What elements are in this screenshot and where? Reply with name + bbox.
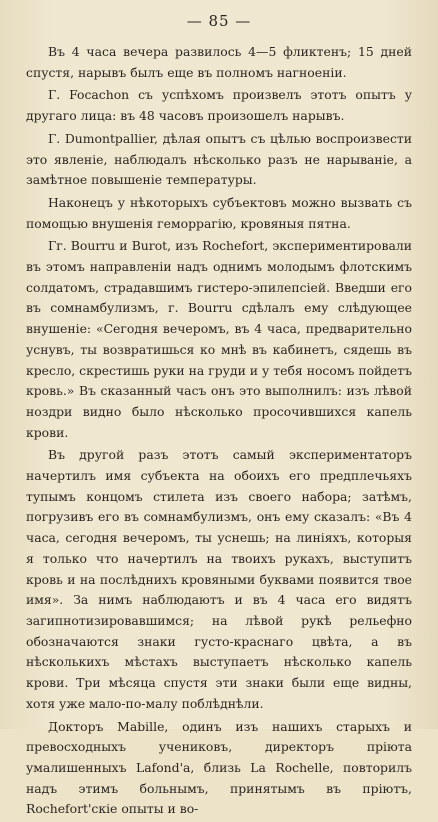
paragraph-7: Докторъ Mabille, одинъ изъ нашихъ старыхъ и превосходныхъ учениковъ, директоръ пріюта умалишенныхъ Lafond'а, близь La Rochelle, повторилъ надъ этимъ больнымъ, принятымъ въ пріютъ, Rochefort'скіе опыты и во- bbox=[26, 718, 412, 817]
paragraph-5: Гг. Bourru и Burot, изъ Rochefort, экспериментировали въ этомъ направленіи надъ однимъ молодымъ флотскимъ солдатомъ, страдавшимъ гистеро-эпилепсіей. Введши его въ сомнамбулизмъ, г. Bourru сдѣлалъ ему слѣдующее внушеніе: «Сегодня вечеромъ, въ 4 часа, предварительно уснувъ, ты возвратишься ко мнѣ въ кабинетъ, сядешь въ кресло, скрестишь руки на груди и у тебя носомъ пойдетъ кровь.» Въ сказанный часъ онъ это выполнилъ: изъ лѣвой ноздри видно было нѣсколько просочившихся капель крови. bbox=[26, 238, 412, 440]
paragraph-6: Въ другой разъ этотъ самый экспериментаторъ начертилъ имя субъекта на обоихъ его предплечьяхъ тупымъ концомъ стилета изъ своего набора; затѣмъ, погрузивъ его въ сомнамбулизмъ, онъ ему сказалъ: «Въ 4 часа, сегодня вечеромъ, ты уснешь; на линіяхъ, которыя я только что начертилъ на твоихъ рукахъ, выступитъ кровь и на послѣднихъ кровяными буквами появится твое имя». За нимъ наблюдаютъ и въ 4 часа его видятъ загипнотизировавшимся; на лѣвой рукѣ рельефно обозначаются знаки густо-краснаго цвѣта, а въ нѣсколькихъ мѣстахъ выступаетъ нѣсколько капель крови. Три мѣсяца спустя эти знаки были еще видны, хотя уже мало-по-малу поблѣднѣли. bbox=[26, 447, 412, 711]
paragraph-1: Въ 4 часа вечера развилось 4—5 фликтенъ; 15 дней спустя, нарывъ былъ еще въ полномъ нагноеніи. bbox=[26, 44, 412, 80]
page-number: — 85 — bbox=[186, 12, 252, 30]
paragraph-3: Г. Dumontpallier, дѣлая опытъ съ цѣлью воспроизвести это явленіе, наблюдалъ нѣсколько разъ не нарываніе, а замѣтное повышеніе температуры. bbox=[26, 130, 412, 188]
paragraph-2: Г. Focachon съ успѣхомъ произвелъ этотъ опытъ у другаго лица: въ 48 часовъ произошелъ нарывъ. bbox=[26, 87, 412, 124]
paragraph-4: Наконецъ у нѣкоторыхъ субъектовъ можно вызвать съ помощью внушенія геморрагію, кровяныя пятна. bbox=[26, 194, 412, 231]
body-text bbox=[26, 42, 412, 822]
